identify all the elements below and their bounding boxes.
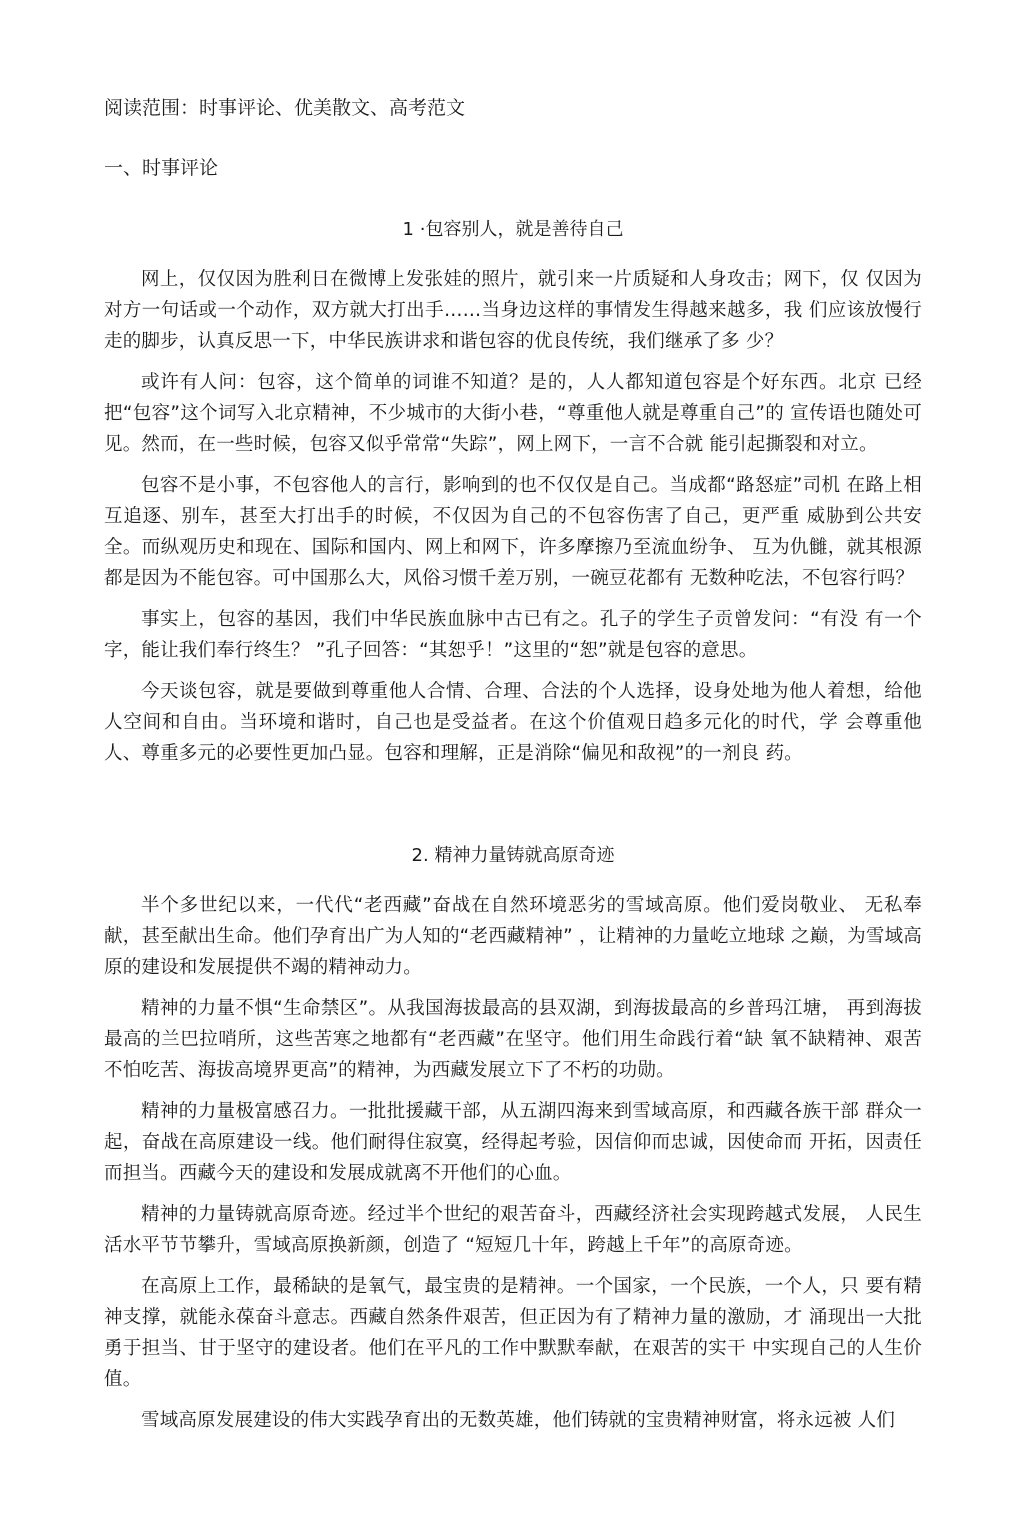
paragraph: 今天谈包容，就是要做到尊重他人合情、合理、合法的个人选择，设身处地为他人着想，给他人空间和自由。当环境和谐时，自己也是受益者。在这个价值观日趋多元化的时代，学 会尊重他人、尊重多元的必要性更加凸显。包容和理解，正是消除“偏见和敌视”的一剂良 药。 xyxy=(104,681,922,764)
paragraph: 精神的力量极富感召力。一批批援藏干部，从五湖四海来到雪域高原，和西藏各族干部 群众一起，奋战在高原建设一线。他们耐得住寂寞，经得起考验，因信仰而忠诚，因使命而 开拓，因责任而担当。西藏今天的建设和发展成就离不开他们的心血。 xyxy=(104,1101,922,1184)
paragraph: 网上，仅仅因为胜利日在微博上发张娃的照片，就引来一片质疑和人身攻击；网下，仅 仅因为对方一句话或一个动作，双方就大打出手……当身边这样的事情发生得越来越多，我 们应该放慢行走的脚步，认真反思一下，中华民族讲求和谐包容的优良传统，我们继承了多 少？ xyxy=(104,269,922,352)
paragraph: 精神的力量铸就高原奇迹。经过半个世纪的艰苦奋斗，西藏经济社会实现跨越式发展， 人民生活水平节节攀升，雪域高原换新颜，创造了 “短短几十年，跨越上千年”的高原奇迹。 xyxy=(104,1204,922,1256)
section-heading: 一、时事评论 xyxy=(104,157,219,179)
paragraph: 雪域高原发展建设的伟大实践孕育出的无数英雄，他们铸就的宝贵精神财富，将永远被 人们 xyxy=(141,1410,896,1431)
article-title: 2. 精神力量铸就高原奇迹 xyxy=(411,845,615,866)
article-1 xyxy=(104,216,922,779)
paragraph: 事实上，包容的基因，我们中华民族血脉中古已有之。孔子的学生子贡曾发问：“有没 有一个字，能让我们奉行终生？ ”孔子回答：“其恕乎！”这里的“恕”就是包容的意思。 xyxy=(104,609,922,661)
article-title: 1 ·包容别人，就是善待自己 xyxy=(402,219,624,240)
paragraph: 半个多世纪以来，一代代“老西藏”奋战在自然环境恶劣的雪域高原。他们爱岗敬业、 无私奉献，甚至献出生命。他们孕育出广为人知的“老西藏精神” ，让精神的力量屹立地球 之巅，为雪域高原的建设和发展提供不竭的精神动力。 xyxy=(104,895,922,978)
paragraph: 在高原上工作，最稀缺的是氧气，最宝贵的是精神。一个国家，一个民族，一个人，只 要有精神支撑，就能永葆奋斗意志。西藏自然条件艰苦，但正因为有了精神力量的激励，才 涌现出一大批勇于担当、甘于坚守的建设者。他们在平凡的工作中默默奉献，在艰苦的实干 中实现自己的人生价值。 xyxy=(104,1276,922,1390)
article-2 xyxy=(104,842,922,1446)
paragraph: 或许有人问：包容，这个简单的词谁不知道？是的，人人都知道包容是个好东西。北京 已经把“包容”这个词写入北京精神，不少城市的大街小巷，“尊重他人就是尊重自己”的 宣传语也随处可见。然而，在一些时候，包容又似乎常常“失踪”，网上网下，一言不合就 能引起撕裂和对立。 xyxy=(104,372,922,455)
reading-scope: 阅读范围：时事评论、优美散文、高考范文 xyxy=(104,97,466,119)
paragraph: 包容不是小事，不包容他人的言行，影响到的也不仅仅是自己。当成都“路怒症”司机 在路上相互追逐、别车，甚至大打出手的时候，不仅因为自己的不包容伤害了自己，更严重 威胁到公共安全。而纵观历史和现在、国际和国内、网上和网下，许多摩擦乃至流血纷争、 互为仇雠，就其根源都是因为不能包容。可中国那么大，风俗习惯千差万别，一碗豆花都有 无数种吃法，不包容行吗？ xyxy=(104,475,922,589)
paragraph: 精神的力量不惧“生命禁区”。从我国海拔最高的县双湖，到海拔最高的乡普玛江塘， 再到海拔最高的兰巴拉哨所，这些苦寒之地都有“老西藏”在坚守。他们用生命践行着“缺 氧不缺精神、艰苦不怕吃苦、海拔高境界更高”的精神，为西藏发展立下了不朽的功勋。 xyxy=(104,998,922,1081)
